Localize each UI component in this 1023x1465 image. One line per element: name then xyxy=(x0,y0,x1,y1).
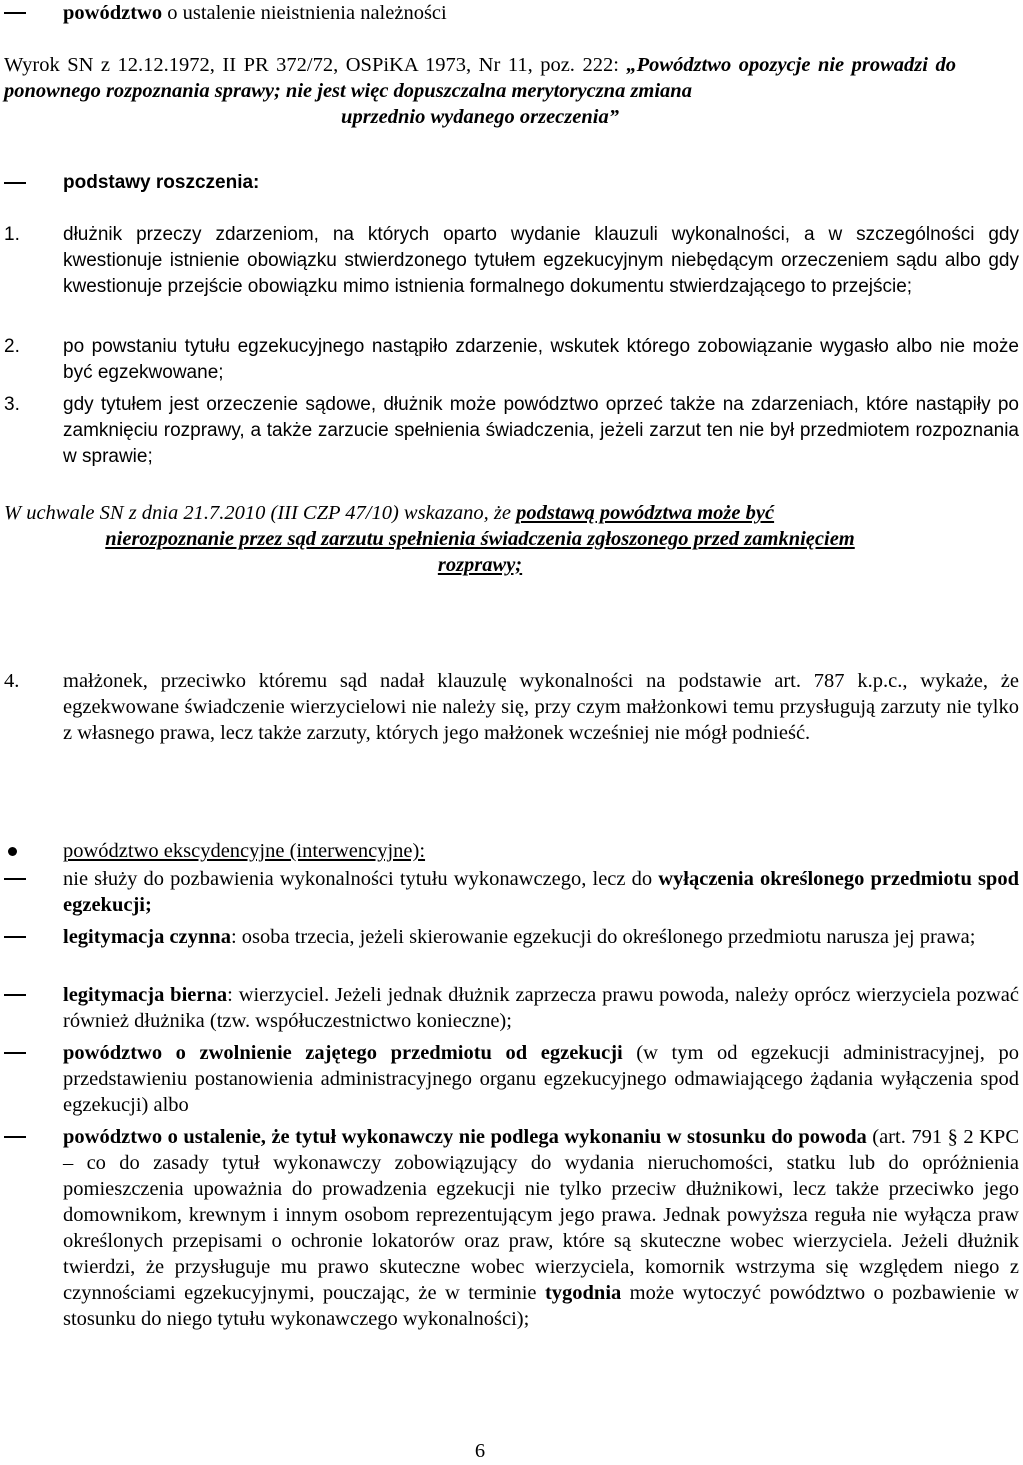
term-legitymacja-bierna: legitymacja bierna xyxy=(63,984,228,1006)
list-item-podstawy xyxy=(0,170,1023,196)
ekscydencyjne-heading: powództwo ekscydencyjne (interwencyjne): xyxy=(63,840,426,862)
dash-item-nie-sluzy xyxy=(0,866,1023,918)
dash-bullet xyxy=(4,12,26,14)
dash-item-legitymacja-bierna xyxy=(0,982,1023,1034)
item-text: dłużnik przeczy zdarzeniom, na których oparto wydanie klauzuli wykonalności, a w szczególności gdy kwestionuje istnienie obowiązku stwierdzonego tytułem egzekucyjnym niebędącym orzeczeniem sądu albo gdy kwestionuje przejście obowiązku mimo istnienia formalnego dokumentu stwierdzającego to przejście; xyxy=(63,224,1019,297)
dash-bullet xyxy=(4,936,26,938)
term-tygodnia: tygodnia xyxy=(544,1282,622,1304)
uchwala-emph: podstawą powództwa może być xyxy=(516,502,775,524)
term-powodztwo-ustalenie-tytul: powództwo o ustalenie, że tytuł wykonawczy nie podlega wykonaniu w stosunku do powoda xyxy=(63,1126,867,1148)
item-text: : wierzyciel. Jeżeli jednak dłużnik zaprzecza prawu powoda, należy oprócz wierzyciela pozwać również dłużnika (tzw. współuczestnictwo konieczne); xyxy=(63,984,1020,1032)
item-text: małżonek, przeciwko któremu sąd nadał klauzulę wykonalności na podstawie art. 787 k.p.c., wykaże, że egzekwowane świadczenie wierzycielowi nie należy się, przy czym małżonkowi temu przysługują zarzuty nie tylko z własnego prawa, lecz także zarzuty, których jego małżonek wcześniej nie mógł podnieść. xyxy=(63,670,1019,744)
item-text: (w tym od egzekucji administracyjnej, po przedstawieniu postanowienia administracyjnego organu egzekucyjnego odmawiającego żądania wyłączenia spod egzekucji) albo xyxy=(63,1042,1019,1116)
dash-bullet xyxy=(4,1136,26,1138)
uchwala-lead: W uchwale SN z dnia 21.7.2010 (III CZP 47/10) wskazano, że xyxy=(4,502,517,524)
bullet-dot xyxy=(8,847,17,856)
item-text: po powstaniu tytułu egzekucyjnego nastąpiło zdarzenie, wskutek którego zobowiązanie wygasło albo nie może być egzekwowane; xyxy=(63,336,1019,383)
dash-item-powodztwo-ustalenie-tytul xyxy=(0,1124,1023,1332)
item-number: 3. xyxy=(4,394,20,415)
uchwala-emph-line3: rozprawy; xyxy=(437,554,523,576)
item-text-end: może wytoczyć powództwo o pozbawienie w stosunku do niego tytułu wykonawczego wykonalności); xyxy=(63,1282,1019,1330)
dash-bullet xyxy=(4,182,26,184)
dash-bullet xyxy=(4,1052,26,1054)
dash-item-legitymacja-czynna xyxy=(0,924,1023,950)
wyrok-quote: „Powództwo opozycje nie prowadzi do ponownego rozpoznania sprawy; nie jest więc dopuszczalna merytoryczna zmiana xyxy=(4,54,956,102)
podstawy-label: podstawy roszczenia: xyxy=(63,172,260,193)
dash-bullet xyxy=(4,878,26,880)
item-number: 2. xyxy=(4,336,20,357)
wyrok-ref: Wyrok SN z 12.12.1972, II PR 372/72, OSPiKA 1973, Nr 11, poz. 222: xyxy=(4,54,627,76)
numbered-item-1 xyxy=(0,222,1023,300)
numbered-item-3 xyxy=(0,392,1023,470)
uchwala-citation xyxy=(4,500,956,578)
numbered-item-4 xyxy=(0,668,1023,746)
wyrok-citation xyxy=(4,52,956,130)
dash-bullet xyxy=(4,994,26,996)
wyrok-quote-tail: uprzednio wydanego orzeczenia” xyxy=(341,106,619,128)
item-text: nie służy do pozbawienia wykonalności tytułu wykonawczego, lecz do xyxy=(63,868,659,890)
list-item-ekscydencyjne xyxy=(0,838,1023,864)
dash-item-powodztwo-zwolnienie xyxy=(0,1040,1023,1118)
list-item-powodztwo-ustalenie xyxy=(0,0,1023,26)
numbered-item-2 xyxy=(0,334,1023,386)
uchwala-emph-line2: nierozpoznanie przez sąd zarzutu spełnienia świadczenia zgłoszonego przed zamknięciem xyxy=(105,528,855,550)
page-number: 6 xyxy=(474,1440,486,1462)
item-text: gdy tytułem jest orzeczenie sądowe, dłużnik może powództwo oprzeć także na zdarzeniach, które nastąpiły po zamknięciu rozprawy, a także zarzucie spełnienia świadczenia, jeżeli zarzut ten nie był przedmiotem rozpoznania w sprawie; xyxy=(63,394,1019,467)
item-text: (art. 791 § 2 KPC – co do zasady tytuł wykonawczy zobowiązujący do wydania nieruchomości, statku lub do opróżnienia pomieszczenia upoważnia do prowadzenia egzekucji nie tylko przeciw dłużnikowi, lecz także przeciwko jego domownikom, krewnym i innym osobom reprezentującym jego prawa. Jednak powyższa reguła nie wyłącza praw określonych przepisami o ochronie lokatorów oraz praw, które są skuteczne wobec wierzyciela. Jeżeli dłużnik twierdzi, że przysługuje mu prawo skuteczne wobec wierzyciela, komornik wstrzyma się względem niego z czynnościami egzekucyjnymi, pouczając, że w terminie xyxy=(63,1126,1020,1304)
term-powodztwo: powództwo xyxy=(63,2,163,24)
item-text: o ustalenie nieistnienia należności xyxy=(162,2,447,24)
item-text: : osoba trzecia, jeżeli skierowanie egzekucji do określonego przedmiotu narusza jej prawa; xyxy=(230,926,976,948)
item-number: 1. xyxy=(4,224,20,245)
item-emph: wyłączenia określonego przedmiotu spod egzekucji; xyxy=(63,868,1019,916)
term-powodztwo-zwolnienie: powództwo o zwolnienie zajętego przedmiotu od egzekucji xyxy=(63,1042,623,1064)
item-number: 4. xyxy=(4,670,20,692)
term-legitymacja-czynna: legitymacja czynna xyxy=(63,926,231,948)
